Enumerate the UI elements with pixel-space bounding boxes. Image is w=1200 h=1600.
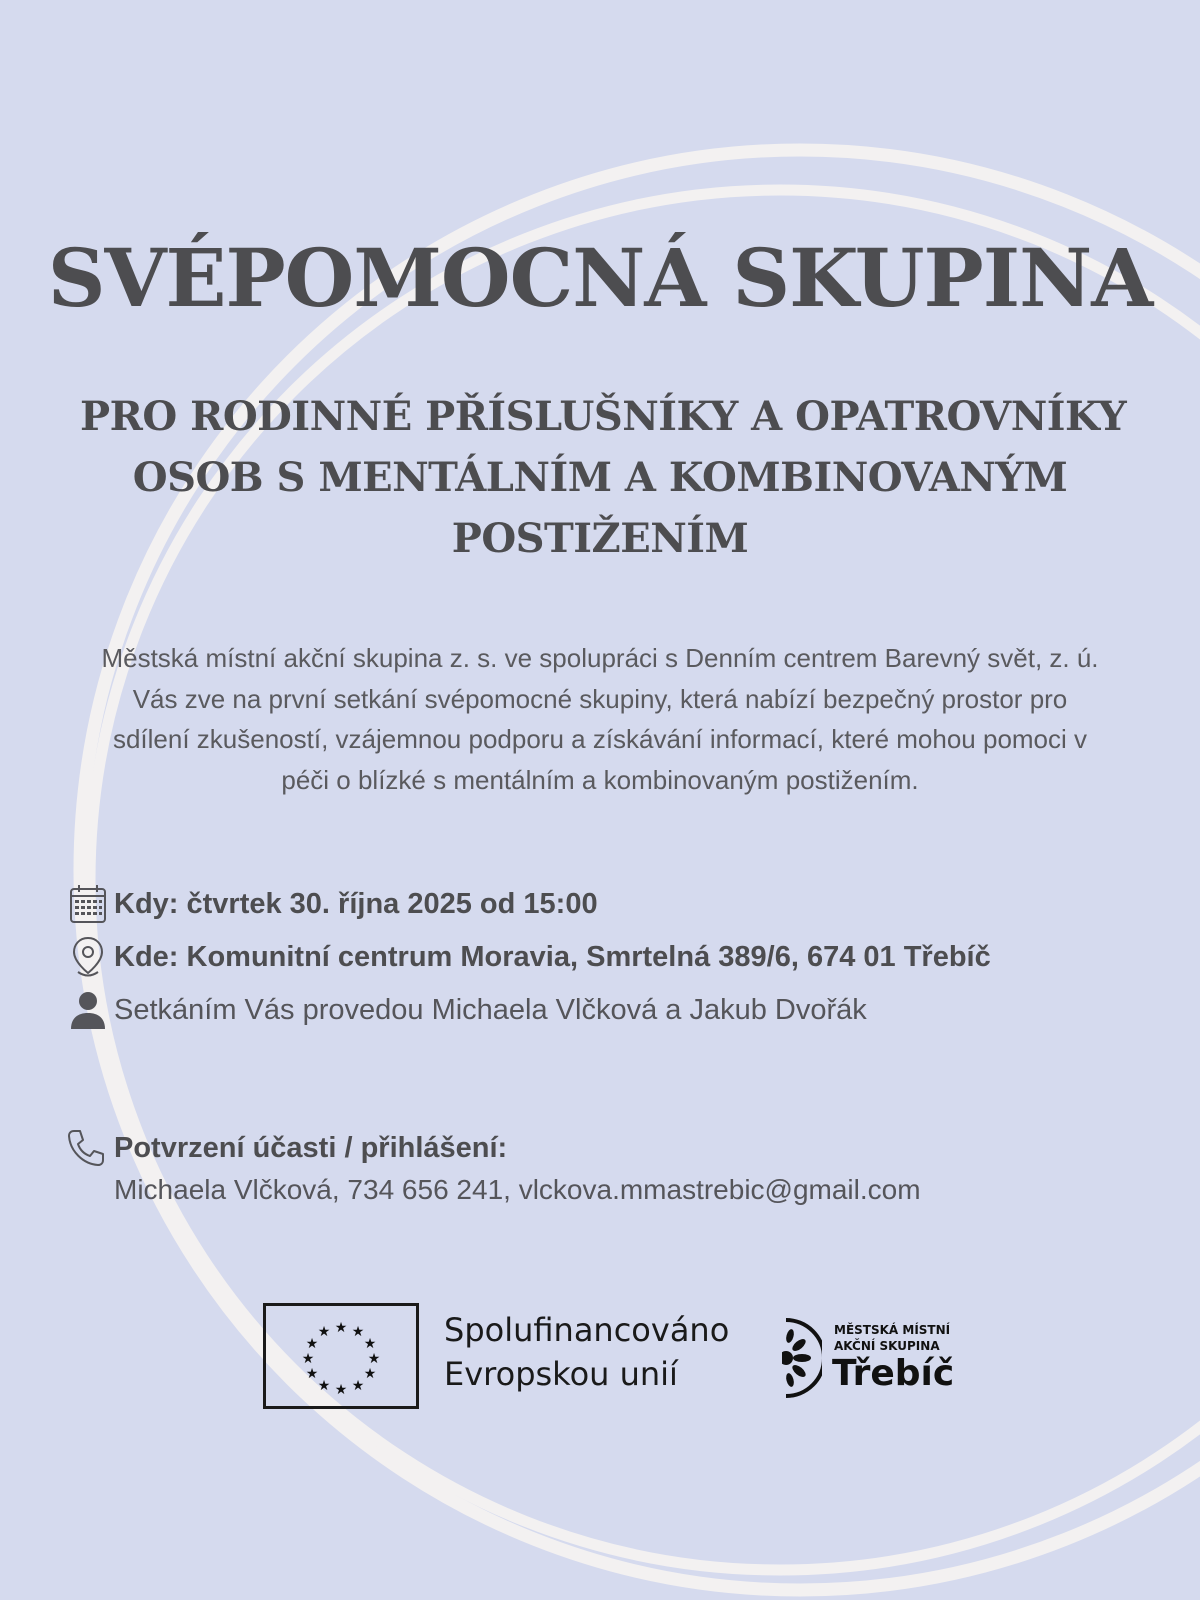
person-icon — [68, 990, 108, 1030]
intro-line: péči o blízké s mentálním a kombinovaným postižením. — [281, 764, 919, 795]
event-location-row — [68, 937, 991, 977]
funding-line: Spolufinancováno — [444, 1311, 730, 1349]
intro-line: sdílení zkušeností, vzájemnou podporu a získávání informací, které mohou pomoci v — [112, 724, 1088, 754]
svg-text:★: ★ — [367, 1350, 381, 1366]
intro-line: Městská místní akční skupina z. s. ve spolupráci s Denním centrem Barevný svět, z. ú. — [101, 643, 1099, 673]
subtitle-line: PRO RODINNÉ PŘÍSLUŠNÍKY A OPATROVNÍKY — [80, 393, 1127, 440]
svg-text:★: ★ — [317, 1377, 331, 1393]
svg-text:★: ★ — [363, 1365, 377, 1381]
event-hosts-row — [68, 990, 867, 1030]
mas-subtitle-line: AKČNÍ SKUPINA — [834, 1339, 940, 1353]
phone-icon — [66, 1128, 106, 1168]
page-title: SVÉPOMOCNÁ SKUPINA — [47, 231, 1153, 325]
funding-line: Evropskou unií — [444, 1355, 678, 1393]
location-pin-icon — [68, 937, 108, 977]
registration-heading: Potvrzení účasti / přihlášení: — [114, 1131, 508, 1164]
mas-trebic-logo — [782, 1318, 955, 1398]
eu-flag — [263, 1303, 419, 1409]
intro-paragraph — [30, 638, 1170, 800]
registration-block — [66, 1128, 921, 1206]
event-location-text: Kde: Komunitní centrum Moravia, Smrtelná 389/6, 674 01 Třebíč — [114, 940, 991, 973]
svg-text:★: ★ — [334, 1319, 348, 1335]
svg-text:★: ★ — [305, 1335, 319, 1351]
mas-subtitle — [834, 1322, 950, 1354]
svg-text:★: ★ — [301, 1350, 315, 1366]
subtitle-line: POSTIŽENÍM — [451, 515, 749, 562]
svg-text:★: ★ — [351, 1323, 365, 1339]
mas-subtitle-line: MĚSTSKÁ MÍSTNÍ — [834, 1323, 951, 1337]
intro-line: Vás zve na první setkání svépomocné skupiny, která nabízí bezpečný prostor pro — [132, 683, 1068, 714]
svg-text:★: ★ — [317, 1323, 331, 1339]
subtitle-line: OSOB S MENTÁLNÍM A KOMBINOVANÝM — [132, 454, 1068, 501]
svg-text:★: ★ — [305, 1365, 319, 1381]
svg-text:★: ★ — [334, 1381, 348, 1397]
event-hosts-text: Setkáním Vás provedou Michaela Vlčková a Jakub Dvořák — [114, 993, 867, 1026]
event-date-row — [68, 884, 598, 924]
event-date-text: Kdy: čtvrtek 30. října 2025 od 15:00 — [114, 887, 598, 920]
funding-label — [444, 1308, 754, 1396]
subtitle — [80, 386, 1127, 569]
mas-name: Třebíč — [832, 1353, 955, 1394]
svg-text:★: ★ — [363, 1335, 377, 1351]
contact-details: Michaela Vlčková, 734 656 241, vlckova.mmastrebic@gmail.com — [114, 1174, 921, 1205]
calendar-icon — [68, 884, 108, 924]
svg-text:★: ★ — [351, 1377, 365, 1393]
mas-emblem-icon — [782, 1318, 822, 1398]
